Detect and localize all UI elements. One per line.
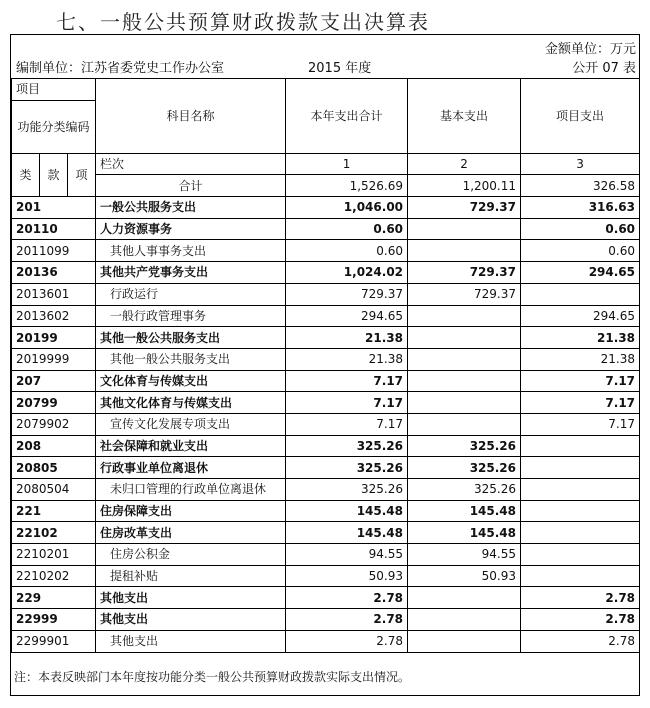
row-name: 其他共产党事务支出 <box>96 262 286 284</box>
header-lanci: 栏次 <box>96 153 286 175</box>
row-c2 <box>408 609 521 631</box>
row-name: 其他人事事务支出 <box>96 240 286 262</box>
row-c3: 0.60 <box>521 218 640 240</box>
row-c2: 325.26 <box>408 457 521 479</box>
table-row <box>12 413 640 435</box>
row-c1: 2.78 <box>286 609 408 631</box>
row-c1: 0.60 <box>286 218 408 240</box>
row-name: 未归口管理的行政单位离退休 <box>96 479 286 501</box>
table-code: 公开 07 表 <box>572 61 636 76</box>
row-c1: 50.93 <box>286 565 408 587</box>
fiscal-year: 2015 年度 <box>308 61 372 76</box>
footnote: 注：本表反映部门本年度按功能分类一般公共预算财政拨款实际支出情况。 <box>14 670 411 684</box>
row-c2: 50.93 <box>408 565 521 587</box>
total-label: 合计 <box>96 175 286 197</box>
row-name: 其他支出 <box>96 630 286 652</box>
row-name: 其他一般公共服务支出 <box>96 348 286 370</box>
row-name: 其他一般公共服务支出 <box>96 327 286 349</box>
row-c1: 94.55 <box>286 544 408 566</box>
row-c1: 325.26 <box>286 435 408 457</box>
row-name: 人力资源事务 <box>96 218 286 240</box>
header-kuan: 款 <box>40 153 68 196</box>
header-row-project <box>12 79 640 101</box>
header-col2: 基本支出 <box>408 79 521 154</box>
row-c1: 0.60 <box>286 240 408 262</box>
row-c2 <box>408 370 521 392</box>
row-c3 <box>521 522 640 544</box>
row-code: 20199 <box>12 327 96 349</box>
row-name: 宣传文化发展专项支出 <box>96 413 286 435</box>
header-xiang: 项 <box>68 153 96 196</box>
row-c3 <box>521 500 640 522</box>
row-code: 2079902 <box>12 413 96 435</box>
row-code: 2019999 <box>12 348 96 370</box>
total-c3: 326.58 <box>521 175 640 197</box>
row-code: 2210201 <box>12 544 96 566</box>
row-c1: 2.78 <box>286 630 408 652</box>
header-n1: 1 <box>286 153 408 175</box>
row-name: 住房公积金 <box>96 544 286 566</box>
row-c1: 145.48 <box>286 500 408 522</box>
row-c1: 7.17 <box>286 370 408 392</box>
row-c1: 1,024.02 <box>286 262 408 284</box>
row-c3: 316.63 <box>521 197 640 219</box>
row-c3: 2.78 <box>521 630 640 652</box>
row-code: 22102 <box>12 522 96 544</box>
row-name: 其他支出 <box>96 609 286 631</box>
row-code: 2210202 <box>12 565 96 587</box>
row-c1: 2.78 <box>286 587 408 609</box>
row-c3: 2.78 <box>521 609 640 631</box>
row-name: 社会保障和就业支出 <box>96 435 286 457</box>
row-code: 2011099 <box>12 240 96 262</box>
row-c3 <box>521 457 640 479</box>
row-c3: 21.38 <box>521 327 640 349</box>
row-code: 207 <box>12 370 96 392</box>
table-row <box>12 522 640 544</box>
row-c2: 325.26 <box>408 479 521 501</box>
row-c3 <box>521 544 640 566</box>
header-lei: 类 <box>12 153 40 196</box>
row-c2 <box>408 630 521 652</box>
row-c2 <box>408 392 521 414</box>
row-c1: 1,046.00 <box>286 197 408 219</box>
row-c1: 325.26 <box>286 457 408 479</box>
table-row <box>12 500 640 522</box>
total-c1: 1,526.69 <box>286 175 408 197</box>
row-name: 其他文化体育与传媒支出 <box>96 392 286 414</box>
row-c1: 729.37 <box>286 283 408 305</box>
table-row <box>12 305 640 327</box>
row-c2 <box>408 587 521 609</box>
row-name: 文化体育与传媒支出 <box>96 370 286 392</box>
row-name: 行政事业单位离退休 <box>96 457 286 479</box>
table-row <box>12 240 640 262</box>
row-code: 2013602 <box>12 305 96 327</box>
row-name: 住房改革支出 <box>96 522 286 544</box>
table-row <box>12 435 640 457</box>
row-c2 <box>408 218 521 240</box>
row-c3: 0.60 <box>521 240 640 262</box>
row-c2: 94.55 <box>408 544 521 566</box>
table-row <box>12 457 640 479</box>
row-c3: 2.78 <box>521 587 640 609</box>
table-row <box>12 587 640 609</box>
row-c3 <box>521 435 640 457</box>
row-c3: 7.17 <box>521 413 640 435</box>
row-c1: 21.38 <box>286 327 408 349</box>
table-row <box>12 218 640 240</box>
row-c2: 729.37 <box>408 283 521 305</box>
row-c3: 294.65 <box>521 305 640 327</box>
table-row <box>12 262 640 284</box>
row-c3 <box>521 283 640 305</box>
row-name: 提租补贴 <box>96 565 286 587</box>
row-name: 住房保障支出 <box>96 500 286 522</box>
row-c3: 294.65 <box>521 262 640 284</box>
table-row <box>12 479 640 501</box>
row-c1: 7.17 <box>286 413 408 435</box>
header-col1: 本年支出合计 <box>286 79 408 154</box>
row-code: 2080504 <box>12 479 96 501</box>
row-name: 一般公共服务支出 <box>96 197 286 219</box>
table-row <box>12 392 640 414</box>
total-c2: 1,200.11 <box>408 175 521 197</box>
row-code: 2013601 <box>12 283 96 305</box>
row-c2 <box>408 240 521 262</box>
row-c3: 7.17 <box>521 370 640 392</box>
row-c1: 21.38 <box>286 348 408 370</box>
row-code: 229 <box>12 587 96 609</box>
table-row <box>12 630 640 652</box>
row-c3: 7.17 <box>521 392 640 414</box>
row-code: 20136 <box>12 262 96 284</box>
row-code: 221 <box>12 500 96 522</box>
row-c2 <box>408 327 521 349</box>
row-code: 20805 <box>12 457 96 479</box>
row-code: 20110 <box>12 218 96 240</box>
table-row <box>12 348 640 370</box>
page-title: 七、一般公共预算财政拨款支出决算表 <box>56 10 430 34</box>
expenditure-table <box>11 78 640 653</box>
row-code: 201 <box>12 197 96 219</box>
table-row <box>12 283 640 305</box>
table-row <box>12 609 640 631</box>
total-row <box>12 175 640 197</box>
table-row <box>12 197 640 219</box>
table-row <box>12 327 640 349</box>
row-c1: 294.65 <box>286 305 408 327</box>
row-name: 一般行政管理事务 <box>96 305 286 327</box>
amount-unit: 金额单位：万元 <box>544 42 636 57</box>
row-c2: 729.37 <box>408 262 521 284</box>
row-c3: 21.38 <box>521 348 640 370</box>
header-row-lanci <box>12 153 640 175</box>
row-name: 行政运行 <box>96 283 286 305</box>
header-func-code: 功能分类编码 <box>12 100 96 153</box>
row-code: 20799 <box>12 392 96 414</box>
row-code: 2299901 <box>12 630 96 652</box>
header-col3: 项目支出 <box>521 79 640 154</box>
row-name: 其他支出 <box>96 587 286 609</box>
row-c2 <box>408 348 521 370</box>
row-c2: 325.26 <box>408 435 521 457</box>
row-c2 <box>408 413 521 435</box>
row-c1: 7.17 <box>286 392 408 414</box>
reporting-unit: 编制单位：江苏省委党史工作办公室 <box>16 61 225 76</box>
row-c1: 325.26 <box>286 479 408 501</box>
header-subject: 科目名称 <box>96 79 286 154</box>
row-c2: 145.48 <box>408 522 521 544</box>
table-row <box>12 544 640 566</box>
row-c2: 729.37 <box>408 197 521 219</box>
table-row <box>12 370 640 392</box>
row-c3 <box>521 479 640 501</box>
row-code: 22999 <box>12 609 96 631</box>
row-c2 <box>408 305 521 327</box>
row-c3 <box>521 565 640 587</box>
row-code: 208 <box>12 435 96 457</box>
table-row <box>12 565 640 587</box>
header-n2: 2 <box>408 153 521 175</box>
header-n3: 3 <box>521 153 640 175</box>
row-c1: 145.48 <box>286 522 408 544</box>
row-c2: 145.48 <box>408 500 521 522</box>
header-project: 项目 <box>12 79 96 101</box>
